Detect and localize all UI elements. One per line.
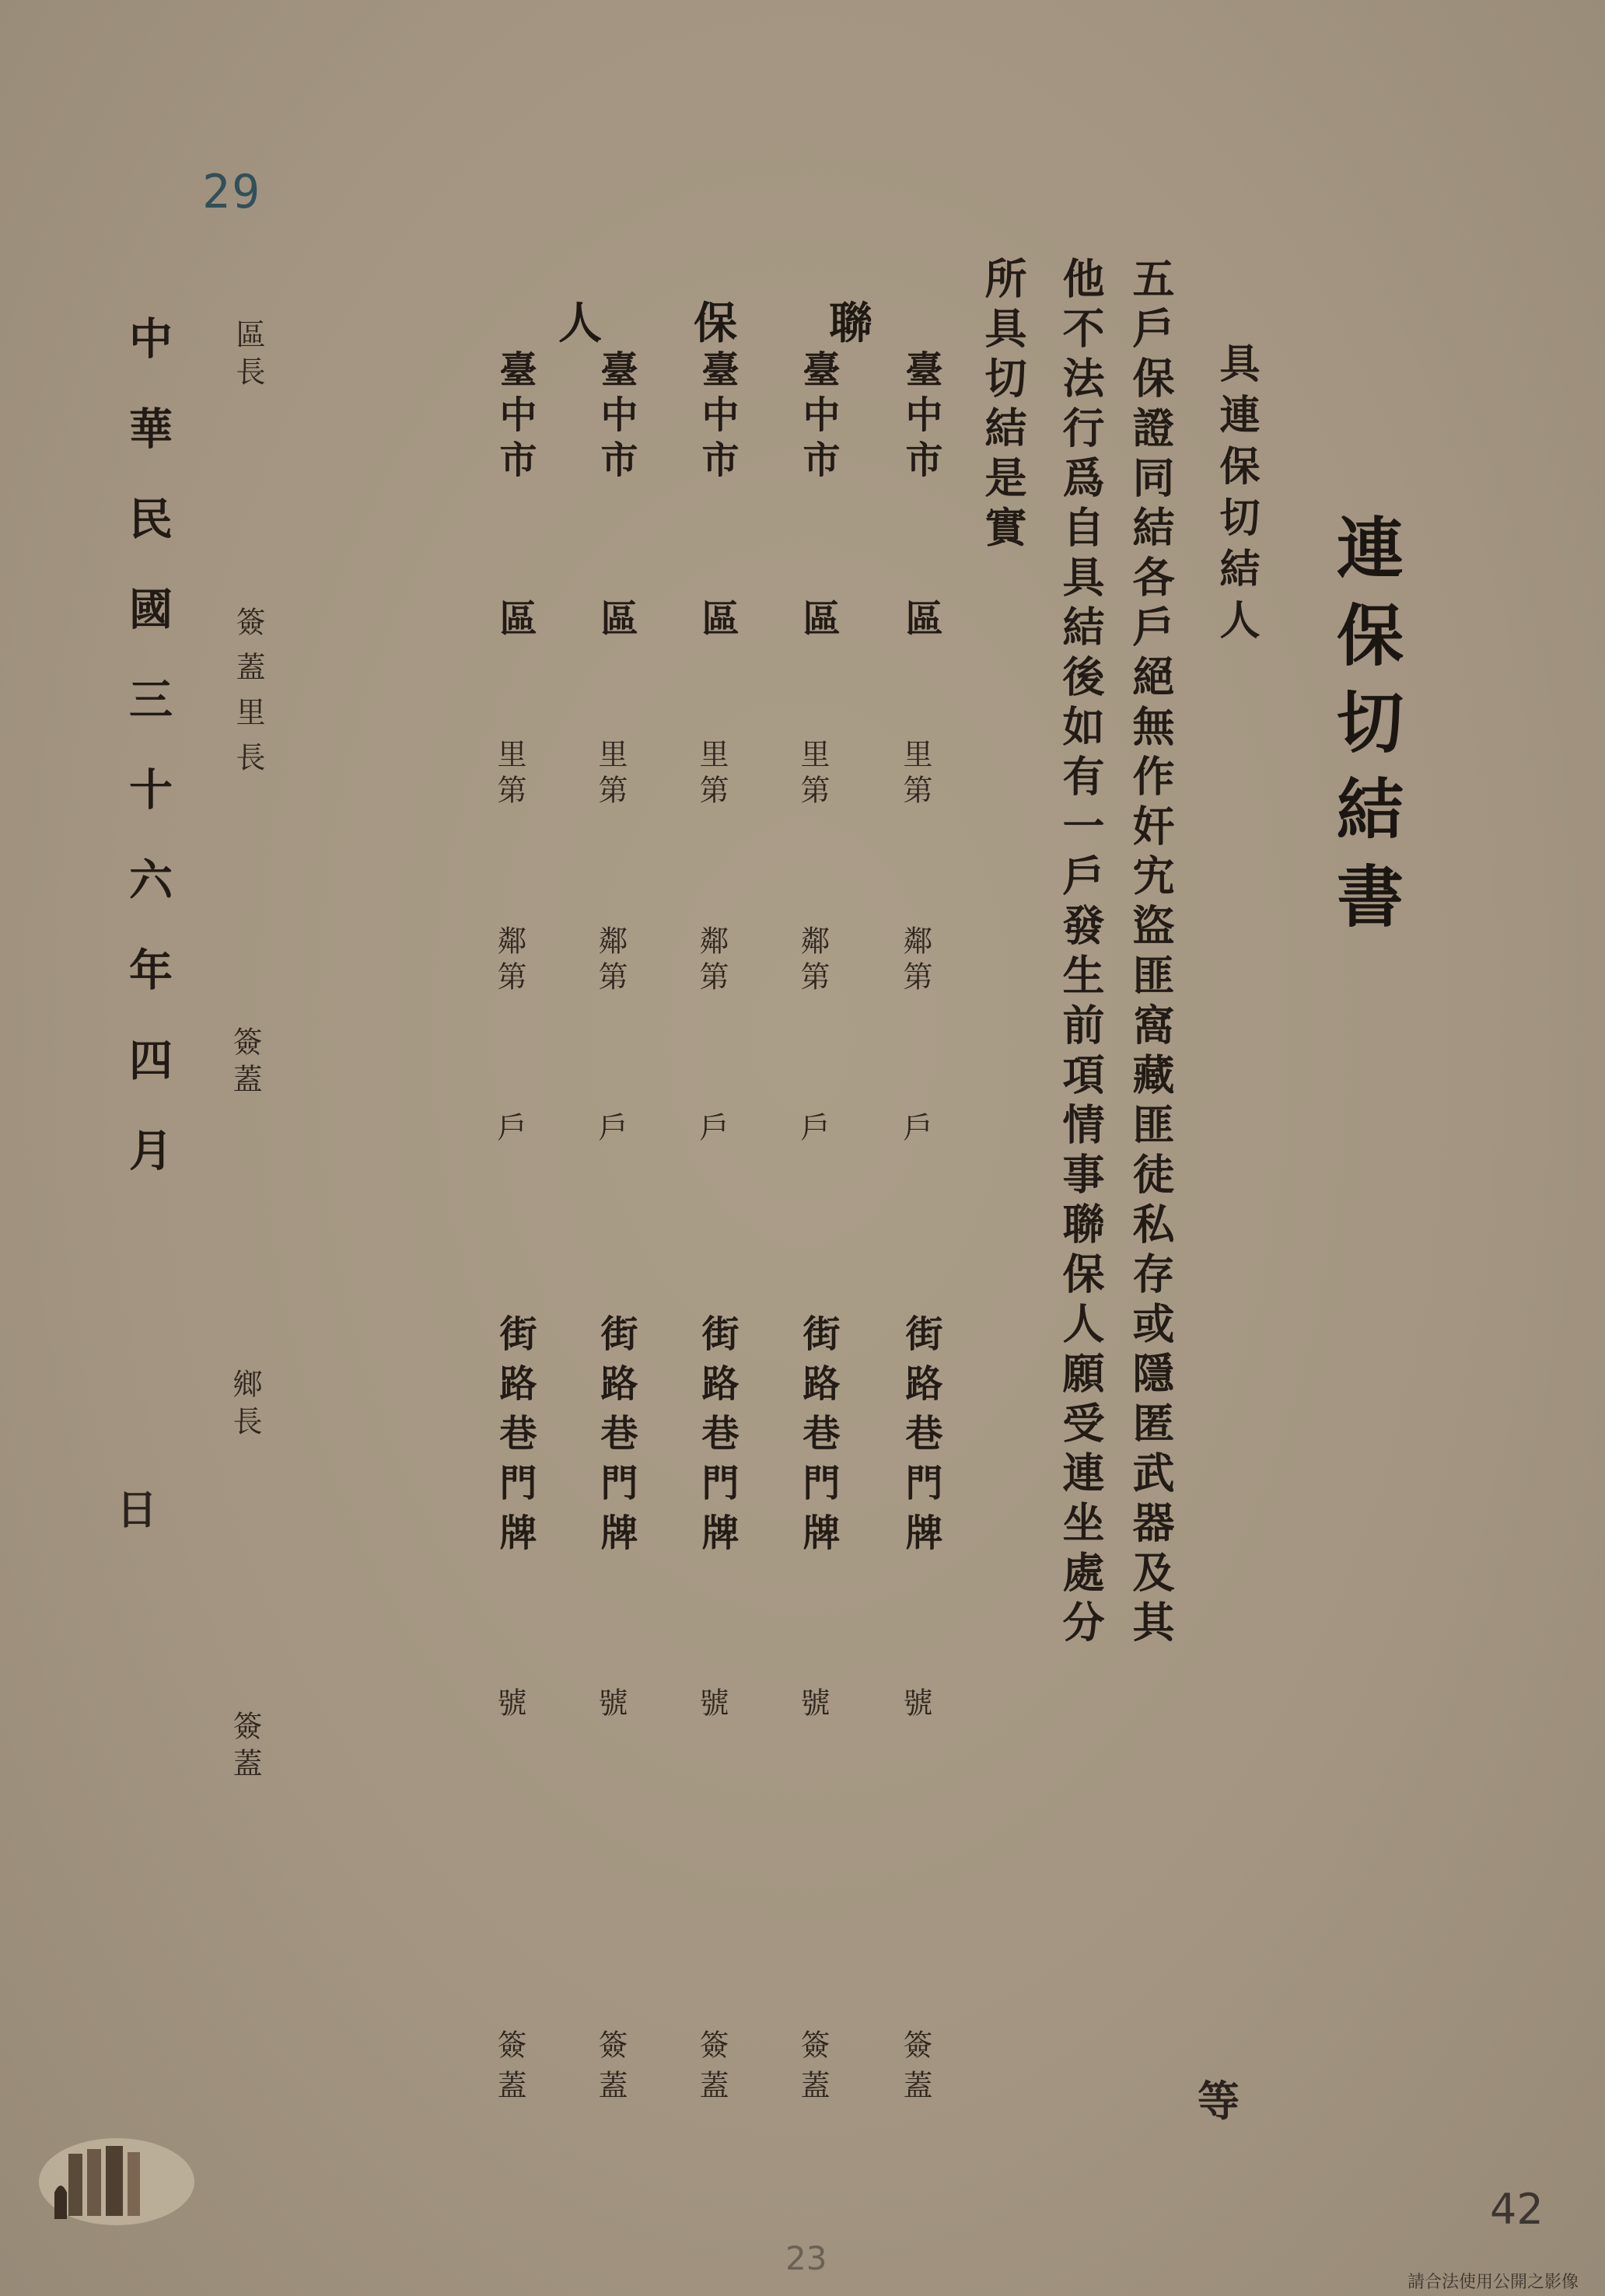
guarantor-2-district: 區 (796, 599, 840, 636)
guarantor-3-number: 號 (694, 1687, 729, 1717)
guarantor-heading-ren: 人 (558, 298, 602, 349)
official-sign-1: 簽蓋 (228, 1026, 262, 1101)
guarantor-4-hu: 戶 (593, 1112, 628, 1141)
guarantor-5-number: 號 (492, 1687, 526, 1717)
guarantor-5-address: 街路巷門牌 (493, 1314, 537, 1563)
body-line-1: 五戶保證同結各戶絕無作奸宄盜匪窩藏匪徒私存或隱匿武器及其 (1126, 257, 1176, 1650)
guarantor-4-li: 里第 (593, 739, 628, 810)
guarantor-heading-lian: 聯 (829, 298, 872, 349)
date-day: 日 (117, 1487, 158, 1534)
guarantor-3-district: 區 (695, 599, 739, 636)
archive-stamp-number: 29 (202, 165, 262, 219)
guarantor-1-city: 臺中市 (899, 350, 942, 485)
bottom-note: 請合法使用公開之影像 (1407, 2273, 1579, 2292)
guarantor-5-hu: 戶 (492, 1112, 526, 1141)
district-head-label: 區長 (231, 319, 265, 393)
guarantor-2-number: 號 (796, 1687, 830, 1717)
guarantor-3-li: 里第 (694, 739, 729, 810)
guarantor-1-lin: 鄰第 (898, 925, 932, 997)
guarantor-1-number: 號 (898, 1687, 932, 1717)
body-line-3: 所具切結是實 (978, 257, 1028, 555)
guarantor-4-city: 臺中市 (594, 350, 638, 485)
guarantor-3-city: 臺中市 (695, 350, 739, 485)
guarantor-1-sign: 簽蓋 (898, 2029, 932, 2110)
official-sign-2: 簽蓋 (228, 1711, 262, 1785)
guarantor-5-li: 里第 (492, 739, 526, 810)
guarantor-4-address: 街路巷門牌 (594, 1314, 638, 1563)
body-line-2: 他不法行爲自具結後如有一戶發生前項情事聯保人願受連坐處分 (1056, 257, 1106, 1650)
guarantor-2-lin: 鄰第 (796, 925, 830, 997)
guarantor-2-hu: 戶 (796, 1112, 830, 1141)
document-title: 連保切結書 (1325, 513, 1404, 949)
guarantor-2-li: 里第 (796, 739, 830, 810)
guarantor-1-address: 街路巷門牌 (899, 1314, 942, 1563)
guarantor-heading-bao: 保 (694, 298, 737, 349)
page-number: 42 (1490, 2185, 1544, 2234)
guarantor-2-city: 臺中市 (796, 350, 840, 485)
guarantor-4-sign: 簽蓋 (593, 2029, 628, 2110)
guarantor-4-district: 區 (594, 599, 638, 636)
declarant-label: 具連保切結人 (1212, 342, 1260, 650)
guarantor-2-sign: 簽蓋 (796, 2029, 830, 2110)
guarantor-1-hu: 戶 (898, 1112, 932, 1141)
guarantor-5-sign: 簽蓋 (492, 2029, 526, 2110)
guarantor-3-lin: 鄰第 (694, 925, 729, 997)
guarantor-5-district: 區 (493, 599, 537, 636)
guarantor-3-hu: 戶 (694, 1112, 729, 1141)
guarantor-3-address: 街路巷門牌 (695, 1314, 739, 1563)
guarantor-5-lin: 鄰第 (492, 925, 526, 997)
archive-logo (31, 2130, 194, 2235)
guarantor-4-number: 號 (593, 1687, 628, 1717)
guarantor-2-address: 街路巷門牌 (796, 1314, 840, 1563)
guarantor-4-lin: 鄰第 (593, 925, 628, 997)
sign-li-head-label: 簽蓋里長 (231, 606, 265, 787)
township-head-label: 鄉長 (228, 1368, 262, 1443)
guarantor-1-district: 區 (899, 599, 942, 636)
guarantor-3-sign: 簽蓋 (694, 2029, 729, 2110)
bottom-scribble: 23 (785, 2239, 827, 2277)
declarant-suffix: 等 (1198, 2076, 1240, 2126)
date-main: 中華民國三十六年四月 (122, 316, 173, 1218)
guarantor-1-li: 里第 (898, 739, 932, 810)
guarantor-5-city: 臺中市 (493, 350, 537, 485)
